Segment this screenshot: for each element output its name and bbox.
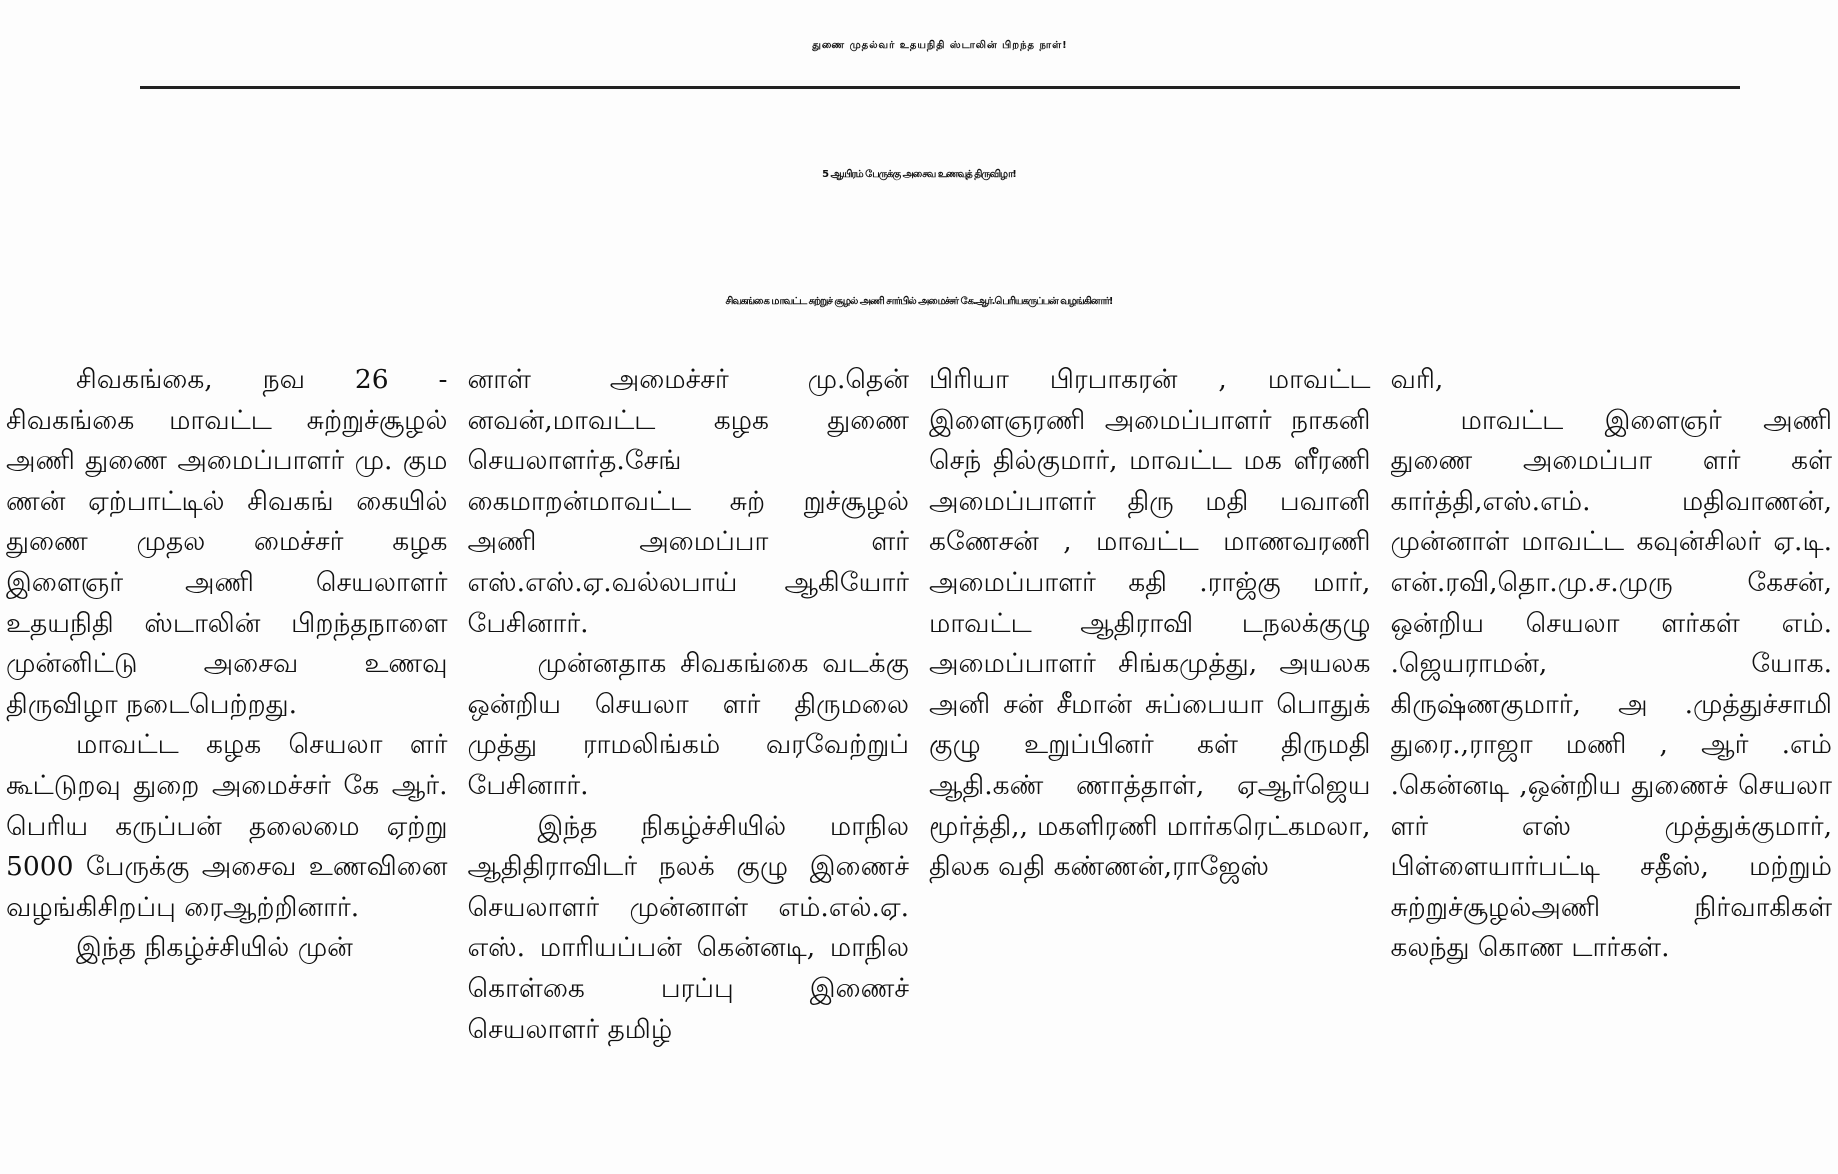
paragraph: இந்த நிகழ்ச்சியில் முன் — [76, 932, 353, 964]
paragraph: இந்த நிகழ்ச்சியில் மாநில ஆதிதிராவிடர் நலக் குழு இணைச் செயலாளர் முன்னாள் எம்.எல்.ஏ. எஸ். மாரியப்பன் கென்னடி, மாநில கொள்கை பரப்பு இணைச் செயலாளர் தமிழ் — [467, 810, 909, 1045]
paragraph: மாவட்ட கழக செயலா ளர் கூட்டுறவு துறை அமைச்சர் கே ஆர். பெரிய கருப்பன் தலைமை ஏற்று 5000 பேருக்கு அசைவ உணவினை வழங்கிசிறப்பு ரைஆற்றினார். — [6, 729, 448, 923]
paragraph: பிரியா பிரபாகரன் , மாவட்ட இளைஞரணி அமைப்பாளர் நாகனி செந் தில்குமார், மாவட்ட மக ளீரணி அமைப்பாளர் திரு மதி பவானி கணேசன் , மாவட்ட மாணவரணி அமைப்பாளர் கதி .ராஜ்கு மார், மாவட்ட ஆதிராவி டநலக்குழு அமைப்பாளர் சிங்கமுத்து, அயலக அனி சன் சீமான் சுப்பையா பொதுக் குழு உறுப்பினர் கள் திருமதி ஆதி.கண் ணாத்தாள், ஏஆர்ஜெய மூர்த்தி,, மகளிரணி மார்கரெட்கமலா, திலக வதி கண்ணன்,ராஜேஸ் — [929, 364, 1371, 883]
sub-headline: சிவகங்கை மாவட்ட சுற்றுச் சூழல் அணி சார்பில் அமைச்சர் கே.ஆர்.பெரியகருப்பன் வழங்கினார்! — [725, 296, 1113, 307]
article-column — [6, 360, 448, 1170]
article-column — [468, 360, 910, 1170]
article-column — [929, 360, 1371, 1170]
kicker-headline: துணை முதல்வர் உதயநிதி ஸ்டாலின் பிறந்த நாள்! — [140, 6, 1740, 89]
paragraph: முன்னதாக சிவகங்கை வடக்கு ஒன்றிய செயலா ளர் திருமலை முத்து ராமலிங்கம் வரவேற்றுப் பேசினார். — [467, 648, 909, 801]
paragraph: மாவட்ட இளைஞர் அணி துணை அமைப்பா ளர் கள் கார்த்தி,எஸ்.எம். மதிவாணன், முன்னாள் மாவட்ட கவுன்சிலர் ஏ.டி. என்.ரவி,தொ.மு.ச.முரு கேசன், ஒன்றிய செயலா ளர்கள் எம். .ஜெயராமன், யோக. கிருஷ்ணகுமார், அ .முத்துச்சாமி துரை.,ராஜா மணி , ஆர் .எம் .கென்னடி ,ஒன்றிய துணைச் செயலா ளர் எஸ் முத்துக்குமார், பிள்ளையார்பட்டி சதீஸ், மற்றும் சுற்றுச்சூழல்அணி நிர்வாகிகள் கலந்து கொண டார்கள். — [1390, 404, 1832, 964]
article-body — [6, 360, 1832, 1170]
article-column — [1391, 360, 1833, 1170]
paragraph: சிவகங்கை, நவ 26 - சிவகங்கை மாவட்ட சுற்றுச்சூழல் அணி துணை அமைப்பாளர் மு. கும ணன் ஏற்பாட்டில் சிவகங் கையில் துணை முதல மைச்சர் கழக இளைஞர் அணி செயலாளர் உதயநிதி ஸ்டாலின் பிறந்தநாளை முன்னிட்டு அசைவ உணவு திருவிழா நடைபெற்றது. — [6, 364, 448, 720]
main-headline: 5 ஆயிரம் பேருக்கு அசைவ உணவுத் திருவிழா! — [822, 169, 1016, 180]
paragraph: னாள் அமைச்சர் மு.தென் னவன்,மாவட்ட கழக துணை செயலாளர்த.சேங் கைமாறன்மாவட்ட சுற் றுச்சூழல் அணி அமைப்பா ளர் எஸ்.எஸ்.ஏ.வல்லபாய் ஆகியோர் பேசினார். — [467, 364, 909, 639]
paragraph: வரி, — [1390, 364, 1444, 395]
